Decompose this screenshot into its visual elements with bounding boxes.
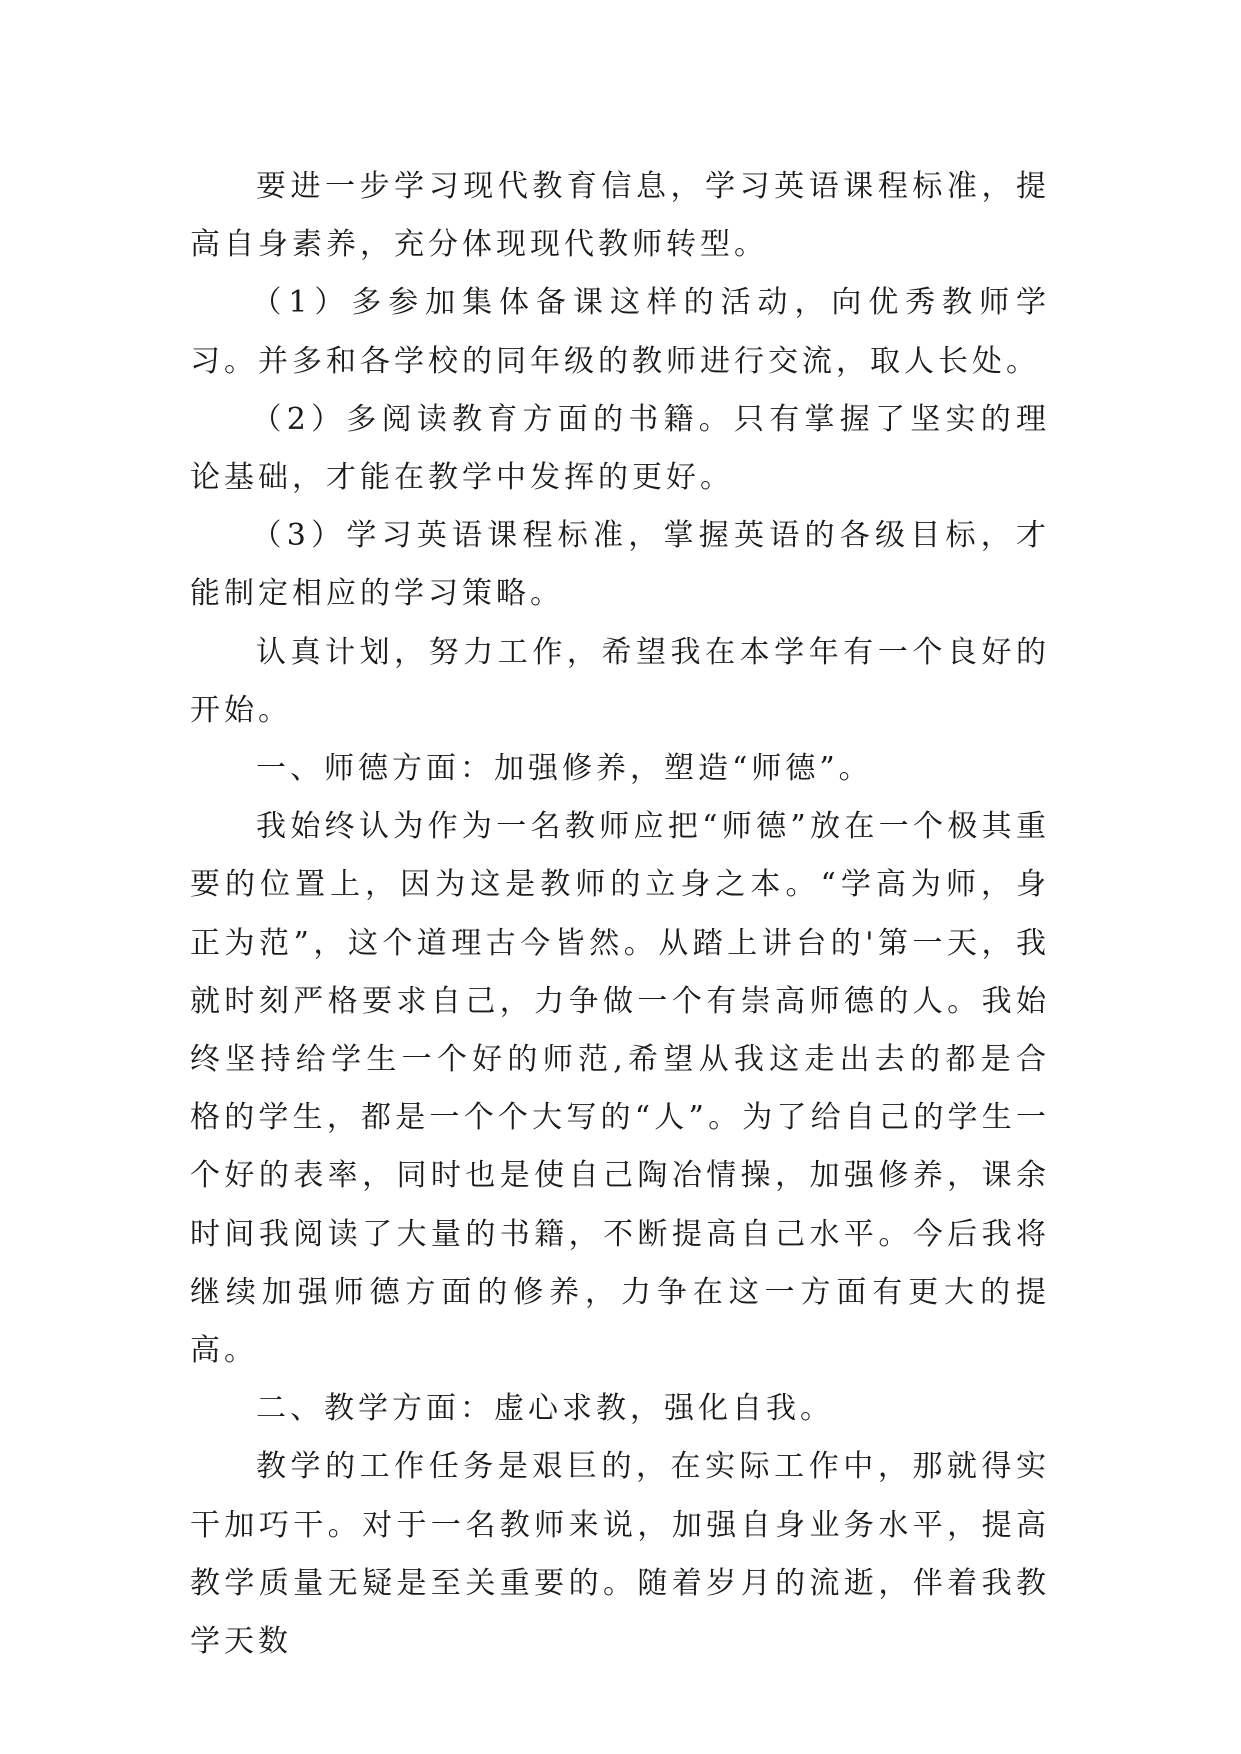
- paragraph-plan: 认真计划，努力工作，希望我在本学年有一个良好的开始。: [190, 634, 1050, 728]
- list-item-1: （1）多参加集体备课这样的活动，向优秀教师学习。并多和各学校的同年级的教师进行交流，取人长处。: [190, 285, 1050, 379]
- paragraph-teaching: 教学的工作任务是艰巨的，在实际工作中，那就得实干加巧干。对于一名教师来说，加强自身业务水平，提高教学质量无疑是至关重要的。随着岁月的流逝，伴着我教学天数: [190, 1449, 1050, 1660]
- section-heading-ethics: 一、师德方面：加强修养，塑造“师德”。: [256, 751, 873, 787]
- list-item-2: （2）多阅读教育方面的书籍。只有掌握了坚实的理论基础，才能在教学中发挥的更好。: [190, 401, 1050, 496]
- section-heading-teaching: 二、教学方面：虚心求教，强化自我。: [256, 1391, 834, 1427]
- document-body: [190, 158, 1050, 1671]
- paragraph-ethics: 我始终认为作为一名教师应把“师德”放在一个极其重要的位置上，因为这是教师的立身之本。“学高为师，身正为范”，这个道理古今皆然。从踏上讲台的'第一天，我就时刻严格要求自己，力争做一个有崇高师德的人。我始终坚持给学生一个好的师范,希望从我这走出去的都是合格的学生，都是一个个大写的“人”。为了给自己的学生一个好的表率，同时也是使自己陶冶情操，加强修养，课余时间我阅读了大量的书籍，不断提高自己水平。今后我将继续加强师德方面的修养，力争在这一方面有更大的提高。: [190, 809, 1050, 1369]
- paragraph-intro: 要进一步学习现代教育信息，学习英语课程标准，提高自身素养，充分体现现代教师转型。: [190, 169, 1050, 263]
- list-item-3: （3）学习英语课程标准，掌握英语的各级目标，才能制定相应的学习策略。: [190, 518, 1050, 612]
